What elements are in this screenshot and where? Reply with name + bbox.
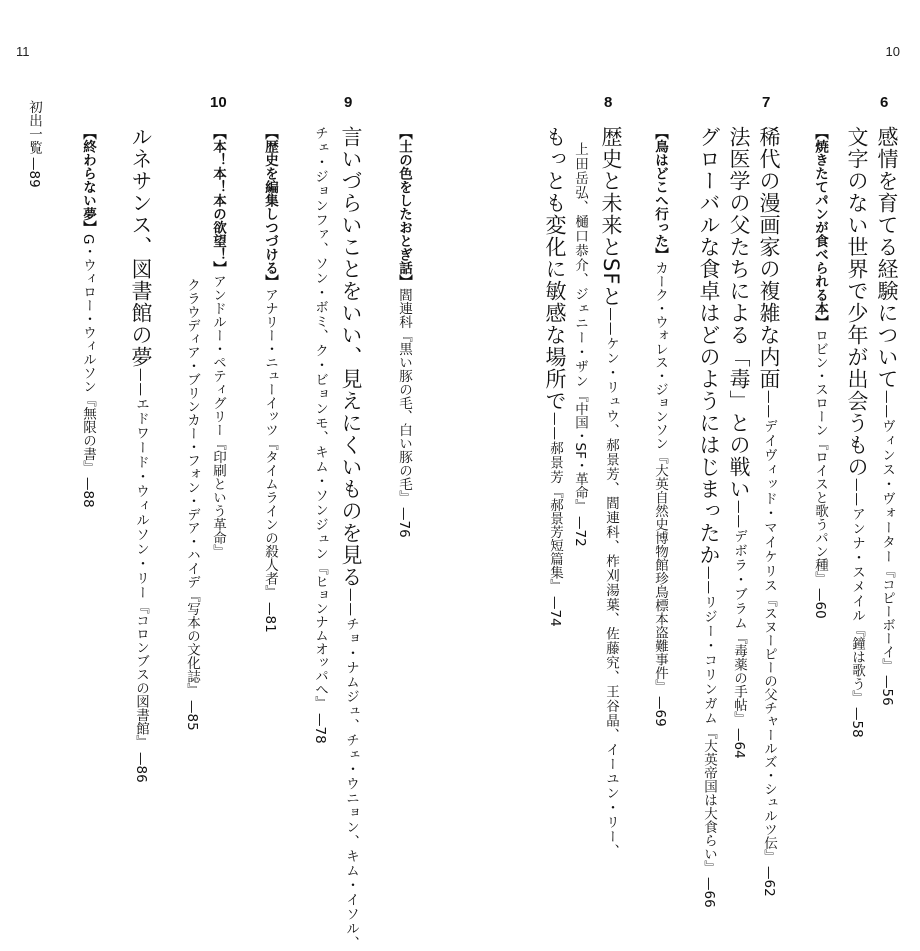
chapter-number: 7 [762,94,771,111]
chapter-number: 10 [210,94,227,111]
toc-entry-continued: チェ・ジョンファ、ソン・ボミ、ク・ビョンモ、キム・ソンジュン『ヒョンナムオッパへ』—78 [312,126,328,744]
toc-section[interactable]: 【歴史を編集しつづける】アナリー・ニューイッツ『タイムラインの殺人者』—81 [262,126,278,633]
toc-section[interactable]: 【土の色をしたおとぎ話】閻連科『黒い豚の毛、白い豚の毛』—76 [396,126,412,538]
toc-entry[interactable]: 言いづらいことをいい、見えにくいものを見る——チョ・ナムジュ、チェ・ウニョン、キム・イソル、 [339,126,363,951]
page-number-right: 10 [885,44,900,59]
toc-entry-continued: 上田岳弘、樋口恭介、ジェニー・ザン『中国・SF・革命』—72 [572,142,588,547]
toc-entry[interactable]: 法医学の父たちによる「毒」との戦い——デボラ・ブラム『毒薬の手帖』—64 [727,126,751,759]
toc-entry[interactable]: 歴史と未来とSFと——ケン・リュウ、郝景芳、閻連科、柞刈湯葉、佐藤究、王谷晶、イーユン・リー、 [599,126,623,859]
toc-entry[interactable]: 文字のない世界で少年が出会うもの——アンナ・スメイル『鐘は歌う』—58 [845,126,869,738]
toc-appendix[interactable]: 初出一覧—89 [26,100,42,188]
toc-entry[interactable]: ルネサンス、図書館の夢——エドワード・ウィルソン・リー『コロンブスの図書館』—86 [129,126,153,783]
page-number-left: 11 [16,44,30,59]
chapter-number: 9 [344,94,353,111]
toc-entry[interactable]: 稀代の漫画家の複雑な内面——デイヴィッド・マイケリス『スヌーピーの父チャールズ・シュルツ伝』—62 [757,126,781,897]
toc-section[interactable]: 【終わらない夢】G・ウィロー・ウィルソン『無限の書』—88 [80,126,96,508]
toc-entry[interactable]: もっとも変化に敏感な場所で——郝景芳『郝景芳短篇集』—74 [543,126,567,627]
chapter-number: 8 [604,94,613,111]
toc-section-continued: クラウディア・ブリンカー・フォン・デア・ハイデ『写本の文化誌』—85 [184,278,200,731]
chapter-number: 6 [880,94,889,111]
toc-entry[interactable]: 感情を育てる経験について——ヴィンス・ヴォーター『コピーボーイ』—56 [875,126,899,706]
toc-section[interactable]: 【焼きたてパンが食べられる本】ロビン・スローン『ロイスと歌うパン種』—60 [812,126,828,619]
toc-section[interactable]: 【鳥はどこへ行った】カーク・ウォレス・ジョンソン『大英自然史博物館珍鳥標本盗難事件』—69 [652,126,668,727]
toc-section[interactable]: 【本！本！本の欲望！】アンドルー・ペティグリー『印刷という革命』 [210,126,226,558]
toc-entry[interactable]: グローバルな食卓はどのようにはじまったか——リジー・コリンガム『大英帝国は大食らい』—66 [697,126,721,908]
